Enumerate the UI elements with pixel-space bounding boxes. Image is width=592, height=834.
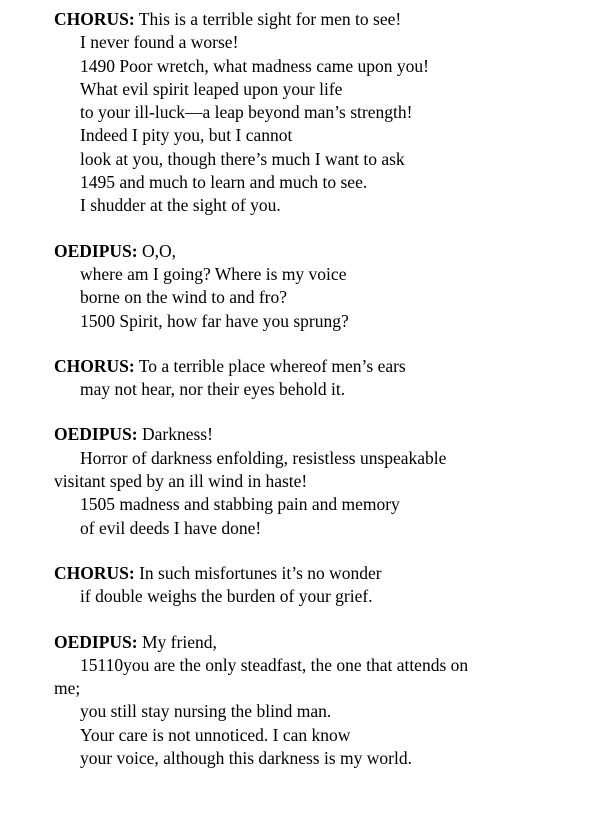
line-text: My friend, [137,631,217,652]
verse-line: borne on the wind to and fro? [80,287,288,308]
verse-line: 1500 Spirit, how far have you sprung? [80,310,349,331]
line-text: O,O, [137,240,177,261]
speaker-name: CHORUS: [54,9,135,29]
line-text: This is a terrible sight for men to see! [134,9,402,29]
play-text-page [54,8,584,792]
speech-opening-line [54,8,584,31]
speech-chorus-2 [54,355,584,402]
verse-line: Your care is not unnoticed. I can know [80,724,351,745]
line-text: Darkness! [137,424,213,445]
verse-line: 1495 and much to learn and much to see. [80,172,368,193]
speech-chorus-1 [54,8,584,218]
speech-oedipus-2 [54,423,584,539]
verse-line-wrap: me; [54,678,81,699]
verse-line: 1505 madness and stabbing pain and memory [80,494,400,515]
speech-oedipus-3 [54,631,584,771]
speaker-name: CHORUS: [54,355,135,376]
verse-line: I never found a worse! [80,32,239,53]
speech-oedipus-1 [54,240,584,333]
speaker-name: OEDIPUS: [54,240,138,261]
verse-line: of evil deeds I have done! [80,517,262,538]
speech-opening-line [54,562,584,585]
line-text: To a terrible place whereof men’s ears [134,355,406,376]
speaker-name: OEDIPUS: [54,424,138,445]
speaker-name: OEDIPUS: [54,631,138,652]
verse-line: if double weighs the burden of your grief. [80,586,373,607]
speech-opening-line [54,240,584,263]
speech-chorus-3 [54,562,584,609]
verse-line: may not hear, nor their eyes behold it. [80,379,346,400]
speech-opening-line [54,355,584,378]
verse-line: What evil spirit leaped upon your life [80,78,343,99]
verse-line: I shudder at the sight of you. [80,195,281,216]
verse-line: where am I going? Where is my voice [80,263,347,284]
verse-line: your voice, although this darkness is my world. [80,748,412,769]
verse-line: you still stay nursing the blind man. [80,701,332,722]
verse-line: Horror of darkness enfolding, resistless unspeakable [80,447,447,468]
verse-line: look at you, though there’s much I want to ask [80,148,405,169]
verse-line: to your ill-luck—a leap beyond man’s strength! [80,102,413,123]
speaker-name: CHORUS: [54,562,135,583]
line-text: In such misfortunes it’s no wonder [134,562,382,583]
verse-line: 1490 Poor wretch, what madness came upon you! [80,55,429,76]
verse-line: 15110you are the only steadfast, the one that attends on [80,654,469,675]
speech-opening-line [54,631,584,654]
speech-opening-line [54,423,584,446]
verse-line: Indeed I pity you, but I cannot [80,125,293,146]
verse-line-wrap: visitant sped by an ill wind in haste! [54,471,308,492]
